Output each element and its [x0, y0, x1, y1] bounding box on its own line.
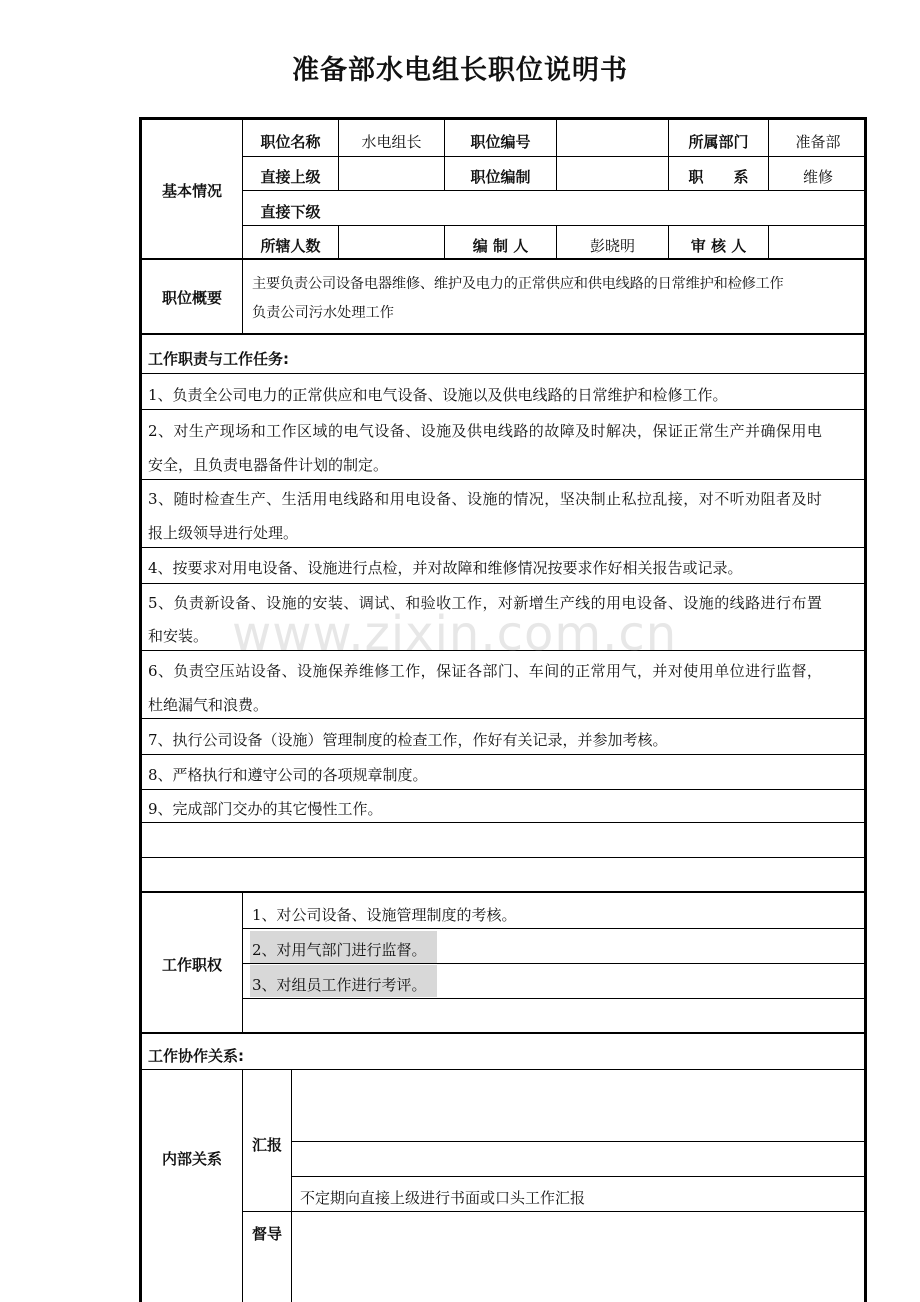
superior-label: 直接上级	[260, 168, 321, 186]
headcount-label: 职位编制	[470, 168, 531, 186]
reviewer-label: 审 核 人	[690, 237, 747, 255]
duty-5-line-2: 和安装。	[148, 627, 209, 645]
authority-label: 工作职权	[161, 956, 222, 974]
duty-7: 7、执行公司设备（设施）管理制度的检查工作，作好有关记录，并参加考核。	[148, 731, 668, 749]
duty-3-line-1: 3、随时检查生产、生活用电线路和用电设备、设施的情况，坚决制止私拉乱接，对不听劝阻者及时	[148, 490, 823, 508]
category-label: 职 系	[688, 168, 749, 186]
authority-2: 2、对用气部门进行监督。	[252, 941, 427, 959]
summary-line-2: 负责公司污水处理工作	[252, 305, 394, 321]
duty-3-line-2: 报上级领导进行处理。	[148, 524, 299, 542]
summary-line-1: 主要负责公司设备电器维修、维护及电力的正常供应和供电线路的日常维护和检修工作	[252, 276, 784, 292]
department-value: 准备部	[795, 133, 841, 151]
position-code-label: 职位编号	[470, 133, 531, 151]
duty-4: 4、按要求对用电设备、设施进行点检，并对故障和维修情况按要求作好相关报告或记录。	[148, 559, 743, 577]
duty-5-line-1: 5、负责新设备、设施的安装、调试、和验收工作，对新增生产线的用电设备、设施的线路进行布置	[148, 594, 823, 612]
supervise-label: 督导	[251, 1225, 282, 1243]
relations-heading: 工作协作关系:	[148, 1047, 244, 1065]
report-text: 不定期向直接上级进行书面或口头工作汇报	[300, 1189, 586, 1207]
duty-6-line-1: 6、负责空压站设备、设施保养维修工作，保证各部门、车间的正常用气，并对使用单位进行监督，	[148, 662, 823, 680]
duty-8: 8、严格执行和遵守公司的各项规章制度。	[148, 766, 428, 784]
category-value: 维修	[802, 168, 833, 186]
duty-9: 9、完成部门交办的其它慢性工作。	[148, 800, 383, 818]
author-label: 编 制 人	[472, 237, 529, 255]
duties-heading: 工作职责与工作任务:	[148, 350, 289, 368]
authority-1: 1、对公司设备、设施管理制度的考核。	[252, 906, 517, 924]
page-title: 准备部水电组长职位说明书	[292, 55, 628, 86]
managed-count-label: 所辖人数	[260, 237, 321, 255]
summary-label: 职位概要	[161, 289, 222, 307]
subordinate-label: 直接下级	[260, 203, 321, 221]
duty-2-line-1: 2、对生产现场和工作区域的电气设备、设施及供电线路的故障及时解决，保证正常生产并确保用电	[148, 422, 823, 440]
internal-relations-label: 内部关系	[161, 1150, 222, 1168]
watermark: www.zixin.com.cn	[232, 606, 678, 662]
report-label: 汇报	[251, 1136, 282, 1154]
duty-6-line-2: 杜绝漏气和浪费。	[148, 696, 269, 714]
authority-3: 3、对组员工作进行考评。	[252, 976, 427, 994]
duty-2-line-2: 安全，且负责电器备件计划的制定。	[148, 456, 389, 474]
position-name-label: 职位名称	[260, 133, 321, 151]
position-name-value: 水电组长	[361, 133, 422, 151]
department-label: 所属部门	[688, 133, 749, 151]
author-value: 彭晓明	[589, 237, 635, 255]
basic-info-label: 基本情况	[161, 182, 222, 200]
duty-1: 1、负责全公司电力的正常供应和电气设备、设施以及供电线路的日常维护和检修工作。	[148, 386, 728, 404]
